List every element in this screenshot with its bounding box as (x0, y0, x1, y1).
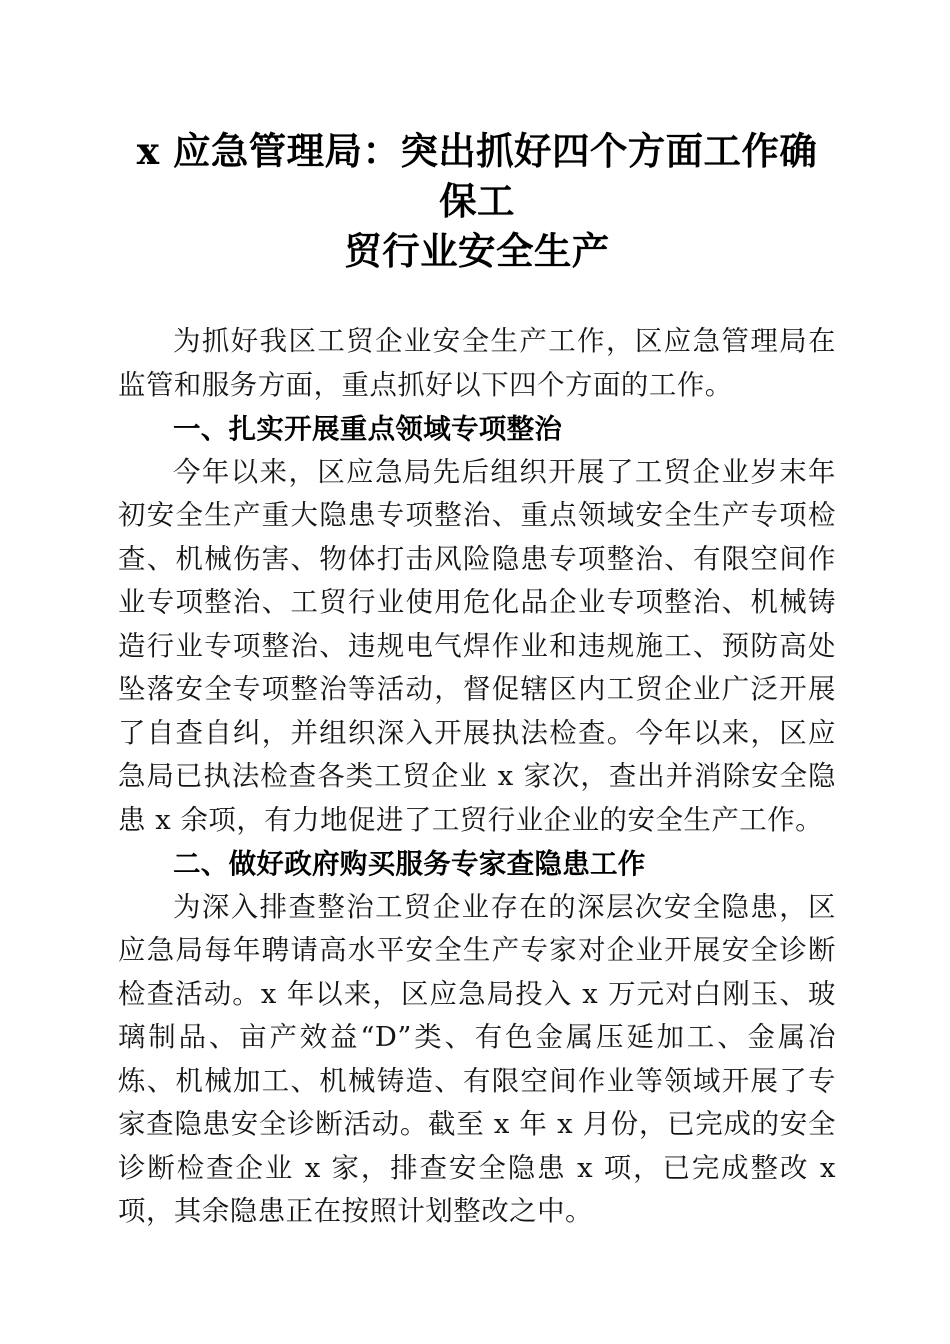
section-paragraph-2: 为深入排查整治工贸企业存在的深层次安全隐患，区应急局每年聘请高水平安全生产专家对企业开展安全诊断检查活动。x 年以来，区应急局投入 x 万元对白刚玉、玻璃制品、亩产效益“D”类、有色金属压延加工、金属冶炼、机械加工、机械铸造、有限空间作业等领域开展了专家查隐患安全诊断活动。截至 x 年 x 月份，已完成的安全诊断检查企业 x 家，排查安全隐患 x 项，已完成整改 x 项，其余隐患正在按照计划整改之中。 (118, 891, 836, 1227)
section-heading-1: 一、扎实开展重点领域专项整治 (173, 413, 563, 444)
section-heading-2: 二、做好政府购买服务专家查隐患工作 (173, 848, 646, 879)
page-title-line-1: x 应急管理局：突出抓好四个方面工作确保工 (136, 129, 818, 223)
document-content (118, 126, 836, 1234)
intro-paragraph: 为抓好我区工贸企业安全生产工作，区应急管理局在监管和服务方面，重点抓好以下四个方面的工作。 (118, 326, 836, 401)
title-spacer (118, 276, 836, 320)
page-title-line-2: 贸行业安全生产 (344, 229, 610, 273)
page-title (118, 126, 836, 276)
section-paragraph-1: 今年以来，区应急局先后组织开展了工贸企业岁末年初安全生产重大隐患专项整治、重点领域安全生产专项检查、机械伤害、物体打击风险隐患专项整治、有限空间作业专项整治、工贸行业使用危化品企业专项整治、机械铸造行业专项整治、违规电气焊作业和违规施工、预防高处坠落安全专项整治等活动，督促辖区内工贸企业广泛开展了自查自纠，并组织深入开展执法检查。今年以来，区应急局已执法检查各类工贸企业 x 家次，查出并消除安全隐患 x 余项，有力地促进了工贸行业企业的安全生产工作。 (118, 456, 836, 836)
